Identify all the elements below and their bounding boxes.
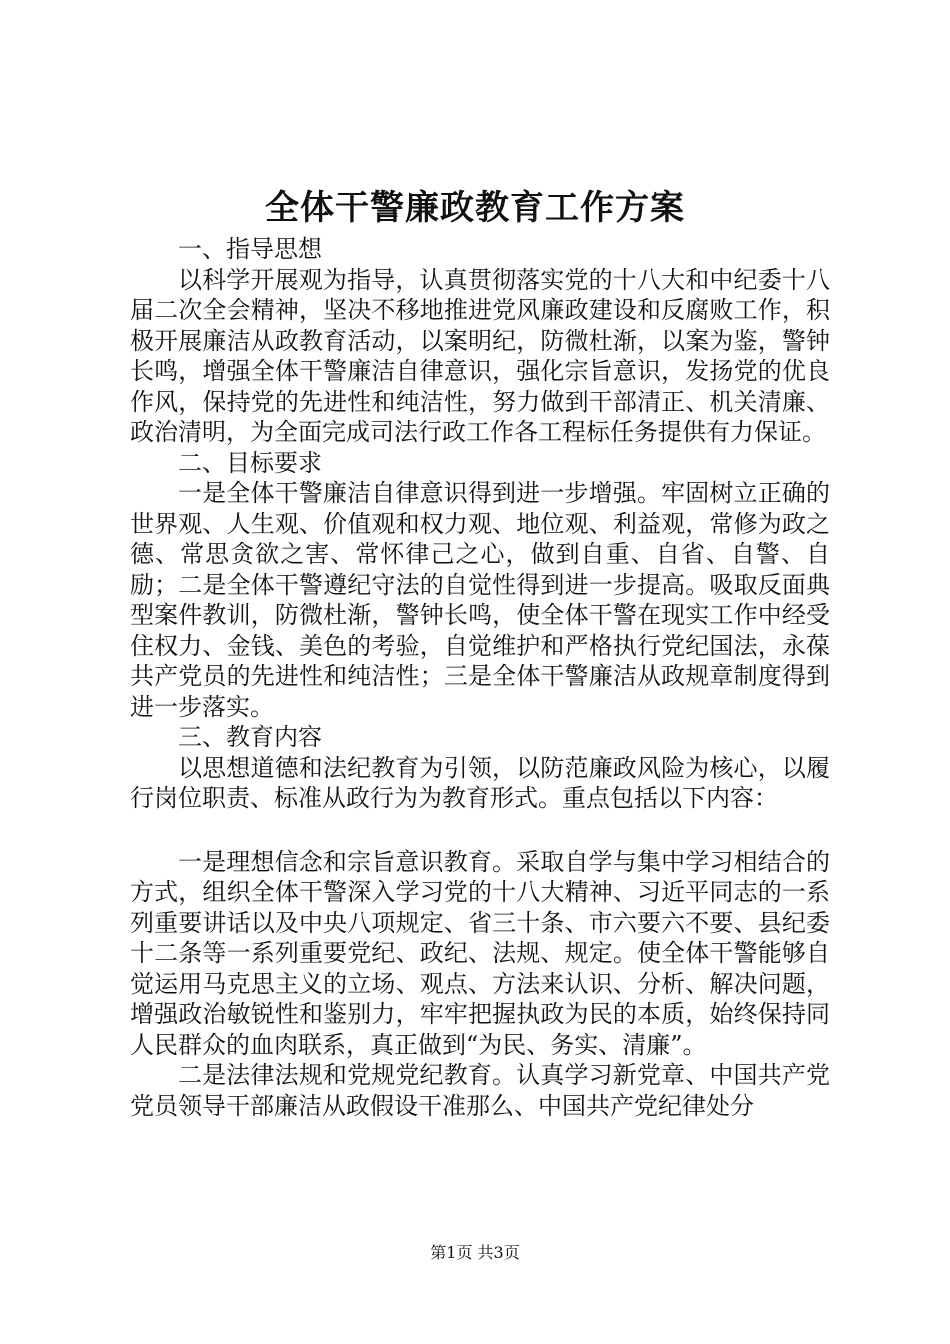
paragraph-education-content-intro: 以思想道德和法纪教育为引领，以防范廉政风险为核心，以履行岗位职责、标准从政行为为教育形式。重点包括以下内容： (130, 753, 830, 812)
paragraph-objectives: 一是全体干警廉洁自律意识得到进一步增强。牢固树立正确的世界观、人生观、价值观和权力观、地位观、利益观，常修为政之德、常思贪欲之害、常怀律己之心，做到自重、自省、自警、自励；二是全体干警遵纪守法的自觉性得到进一步提高。吸取反面典型案件教训，防微杜渐，警钟长鸣，使全体干警在现实工作中经受住权力、金钱、美色的考验，自觉维护和严格执行党纪国法，永葆共产党员的先进性和纯洁性；三是全体干警廉洁从政规章制度得到进一步落实。 (130, 479, 830, 721)
paragraph-ideals-education: 一是理想信念和宗旨意识教育。采取自学与集中学习相结合的方式，组织全体干警深入学习党的十八大精神、习近平同志的一系列重要讲话以及中央八项规定、省三十条、市六要六不要、县纪委十二条等一系列重要党纪、政纪、法规、规定。使全体干警能够自觉运用马克思主义的立场、观点、方法来认识、分析、解决问题，增强政治敏锐性和鉴别力，牢牢把握执政为民的本质，始终保持同人民群众的血肉联系，真正做到“为民、务实、清廉”。 (130, 847, 830, 1059)
paragraph-guiding-ideology: 以科学开展观为指导，认真贯彻落实党的十八大和中纪委十八届二次全会精神，坚决不移地推进党风廉政建设和反腐败工作，积极开展廉洁从政教育活动，以案明纪，防微杜渐，以案为鉴，警钟长鸣，增强全体干警廉洁自律意识，强化宗旨意识，发扬党的优良作风，保持党的先进性和纯洁性，努力做到干部清正、机关清廉、政治清明，为全面完成司法行政工作各工程标任务提供有力保证。 (130, 265, 830, 446)
section-heading-education-content: 三、教育内容 (178, 723, 322, 751)
section-heading-guiding-ideology: 一、指导思想 (178, 235, 322, 263)
document-body (130, 234, 830, 1121)
section-heading-objectives: 二、目标要求 (178, 448, 322, 477)
document-title: 全体干警廉政教育工作方案 (265, 188, 685, 228)
page-footer: 第1页 共3页 (430, 1243, 520, 1262)
paragraph-law-education: 二是法律法规和党规党纪教育。认真学习新党章、中国共产党党员领导干部廉洁从政假设干准那么、中国共产党纪律处分 (130, 1061, 830, 1120)
